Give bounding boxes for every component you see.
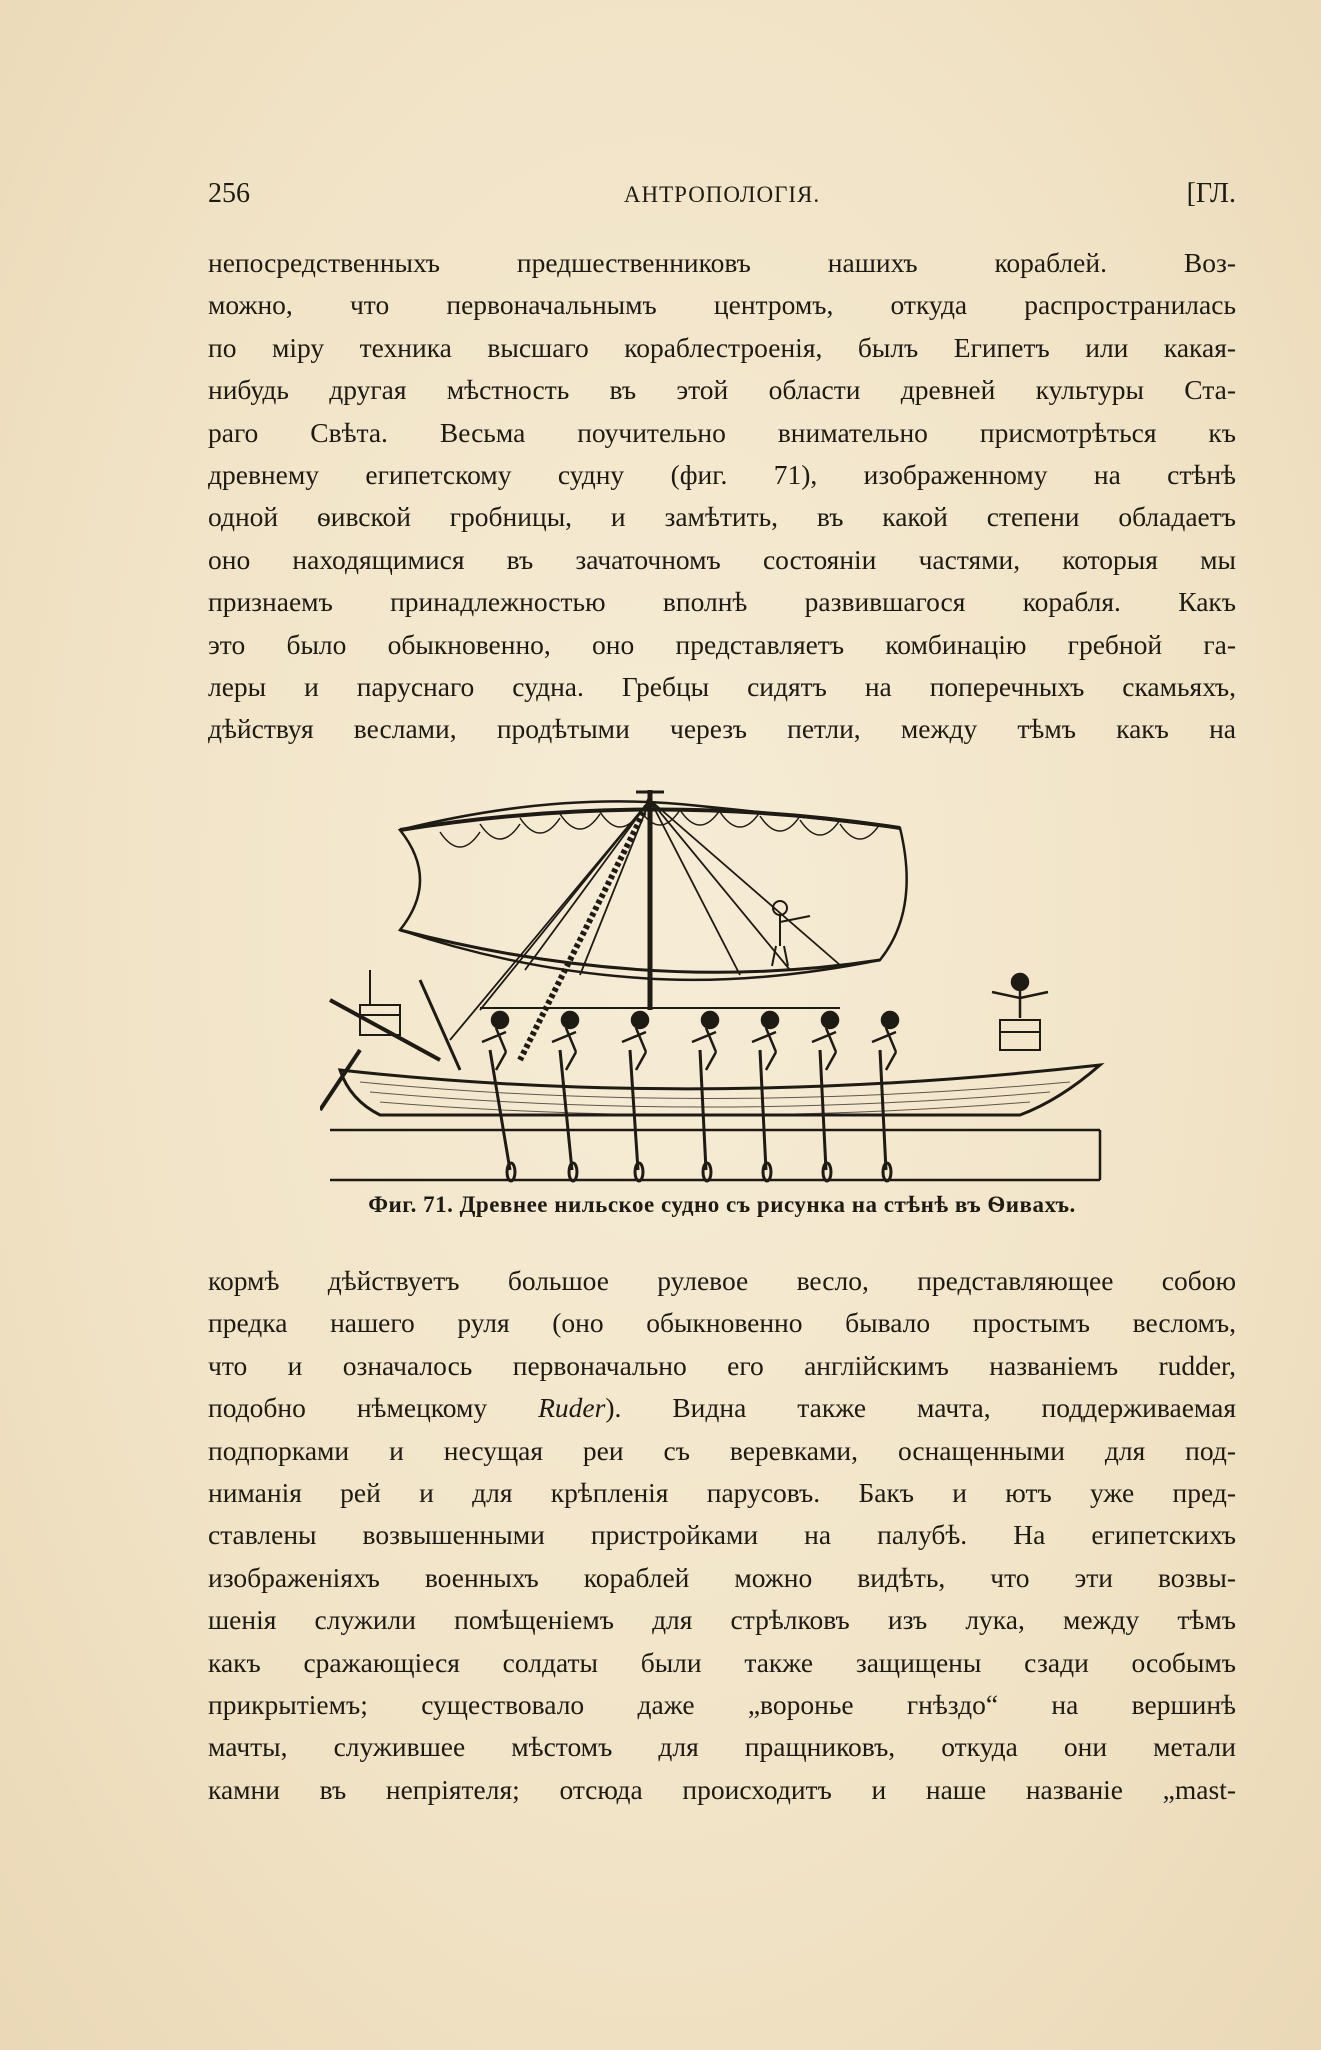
text-line: какъ сражающіеся солдаты были также защищены сзади особымъ <box>208 1646 1236 1678</box>
text-line: подпорками и несущая реи съ веревками, оснащенными для под- <box>208 1434 1236 1466</box>
paragraph-bottom <box>208 1260 1236 1811</box>
text-line: предка нашего руля (оно обыкновенно бывало простымъ весломъ, <box>208 1307 1236 1339</box>
text-run: ). Видна также мачта, поддерживаемая <box>605 1392 1236 1424</box>
text-line: можно, что первоначальнымъ центромъ, откуда распространилась <box>208 289 1236 321</box>
figure-egyptian-ship <box>320 770 1120 1190</box>
text-line: кормѣ дѣйствуетъ большое рулевое весло, представляющее собою <box>208 1265 1236 1296</box>
text-line: непосредственныхъ предшественниковъ нашихъ кораблей. Воз- <box>208 247 1236 278</box>
text-line: ставлены возвышенными пристройками на палубѣ. На египетскихъ <box>208 1519 1236 1551</box>
text-line: дѣйствуя веслами, продѣтыми черезъ петли, между тѣмъ какъ на <box>208 713 1236 745</box>
page-number: 256 <box>208 178 250 209</box>
text-line: что и означалось первоначально его англійскимъ названіемъ rudder, <box>208 1349 1236 1381</box>
italic-word: Ruder <box>538 1392 606 1424</box>
text-line: одной ѳивской гробницы, и замѣтить, въ какой степени обладаетъ <box>208 501 1236 533</box>
paragraph-top <box>208 242 1236 751</box>
text-run: подобно нѣмецкому <box>208 1392 539 1424</box>
text-line: по міру техника высшаго кораблестроенія, былъ Египетъ или какая- <box>208 331 1236 363</box>
chapter-mark: [ГЛ. <box>1186 178 1236 209</box>
text-line: прикрытіемъ; существовало даже „воронье гнѣздо“ на вершинѣ <box>208 1688 1236 1720</box>
text-line: ниманія рей и для крѣпленія парусовъ. Бакъ и ютъ уже пред- <box>208 1476 1236 1508</box>
text-line: признаемъ принадлежностью вполнѣ развившагося корабля. Какъ <box>208 586 1236 618</box>
text-line: нибудь другая мѣстность въ этой области древней культуры Ста- <box>208 374 1236 406</box>
text-line: раго Свѣта. Весьма поучительно внимательно присмотрѣться къ <box>208 416 1236 448</box>
ship-illustration <box>320 770 1120 1190</box>
text-line: это было обыкновенно, оно представляетъ комбинацію гребной га- <box>208 628 1236 660</box>
text-line: шенія служили помѣщеніемъ для стрѣлковъ изъ лука, между тѣмъ <box>208 1604 1236 1636</box>
text-line: леры и паруснаго судна. Гребцы сидятъ на поперечныхъ скамьяхъ, <box>208 670 1236 702</box>
text-line: древнему египетскому судну (фиг. 71), изображенному на стѣнѣ <box>208 458 1236 490</box>
figure-caption: Фиг. 71. Древнее нильское судно съ рисунка на стѣнѣ въ Ѳивахъ. <box>368 1192 1076 1217</box>
text-line-with-italic <box>208 1387 1236 1429</box>
text-line: оно находящимися въ зачаточномъ состояніи частями, которыя мы <box>208 543 1236 575</box>
text-line: камни въ непріятеля; отсюда происходитъ и наше названіе „mast- <box>208 1773 1236 1805</box>
running-header <box>208 178 1236 218</box>
text-line: изображеніяхъ военныхъ кораблей можно видѣть, что эти возвы- <box>208 1561 1236 1593</box>
running-title: АНТРОПОЛОГІЯ. <box>623 182 821 207</box>
text-line: мачты, служившее мѣстомъ для пращниковъ, откуда они метали <box>208 1731 1236 1763</box>
